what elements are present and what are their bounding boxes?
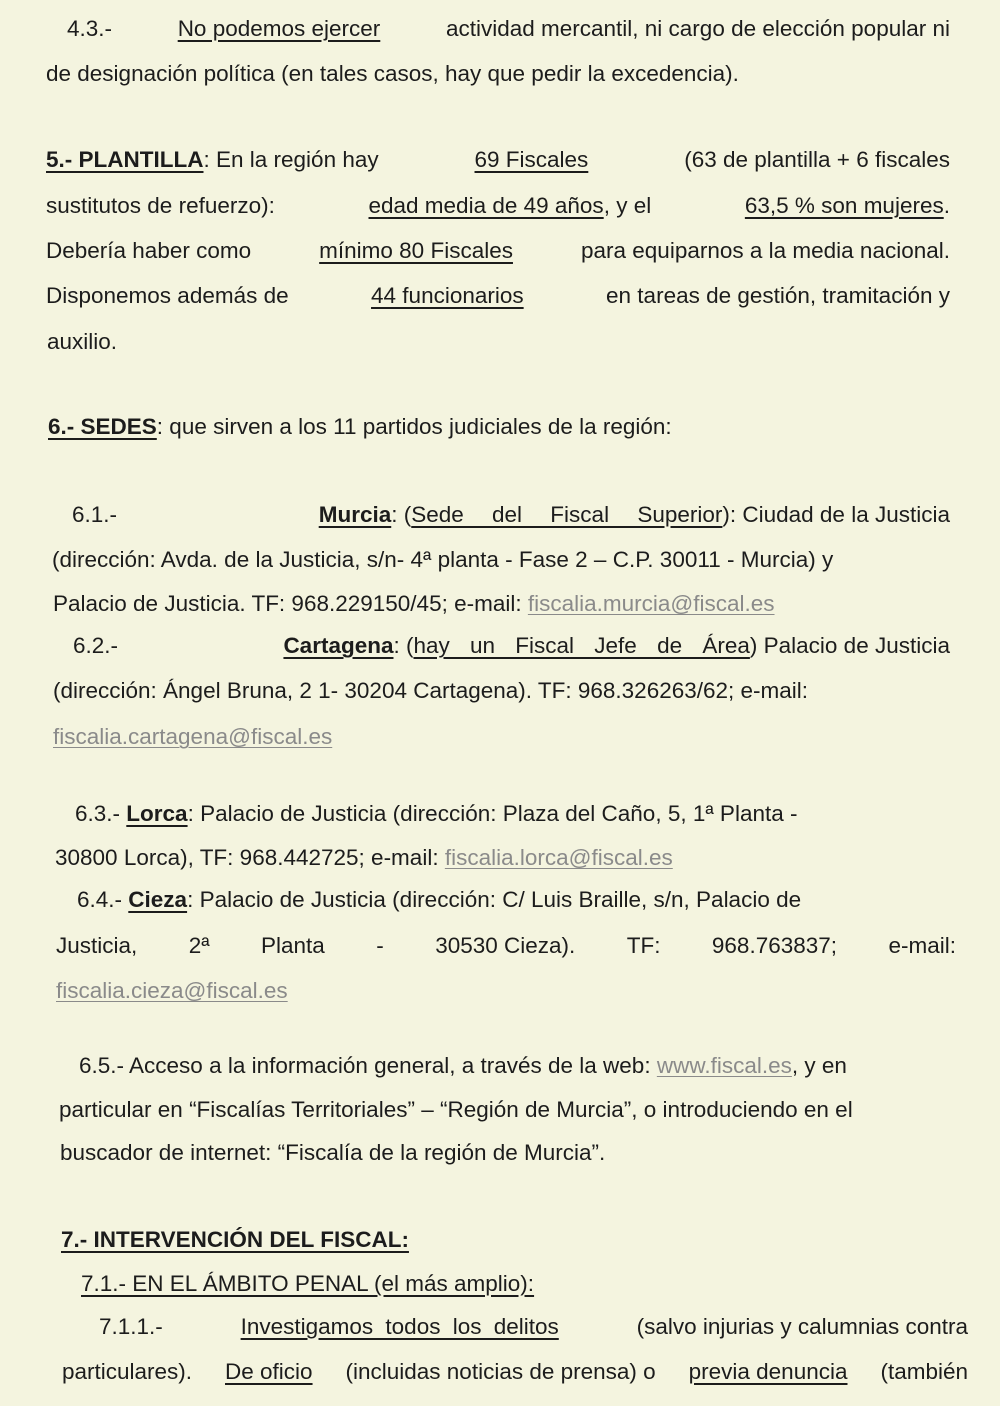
underlined-phrase: Sede del Fiscal Superior bbox=[411, 502, 723, 527]
underlined-phrase: Investigamos todos los delitos bbox=[240, 1314, 559, 1339]
underlined-phrase: hay un Fiscal Jefe de Área bbox=[413, 633, 750, 658]
section-6-heading-line bbox=[0, 412, 1000, 442]
text-line: de designación política (en tales casos, hay que pedir la excedencia). bbox=[46, 61, 739, 86]
section-7-1-heading-line bbox=[0, 1269, 1000, 1299]
text-segment: : Palacio de Justicia (dirección: Plaza del Caño, 5, 1ª Planta - bbox=[187, 801, 798, 826]
section-6-1-line-3 bbox=[0, 589, 1000, 619]
text-segment: Planta bbox=[261, 933, 325, 958]
section-5-line-1 bbox=[0, 145, 1000, 175]
section-7-1-1-line-2 bbox=[0, 1357, 1000, 1387]
section-number: 6.4.- bbox=[77, 887, 123, 912]
text-segment: : Palacio de Justicia (dirección: C/ Luis Braille, s/n, Palacio de bbox=[187, 887, 802, 912]
text-segment: (incluidas noticias de prensa) o bbox=[345, 1359, 656, 1384]
city-name-cieza: Cieza bbox=[128, 887, 188, 912]
text-segment: - bbox=[376, 933, 384, 958]
underlined-phrase: 69 Fiscales bbox=[474, 147, 589, 172]
section-6-3-line-2 bbox=[0, 843, 1000, 873]
text-segment: Disponemos además de bbox=[46, 283, 289, 308]
email-link-cartagena[interactable]: fiscalia.cartagena@fiscal.es bbox=[53, 724, 333, 749]
section-6-5-line-1 bbox=[0, 1051, 1000, 1081]
text-line: buscador de internet: “Fiscalía de la región de Murcia”. bbox=[60, 1140, 606, 1165]
text-segment: , y en bbox=[791, 1053, 847, 1078]
underlined-phrase: 44 funcionarios bbox=[371, 283, 524, 308]
text-line: (dirección: Avda. de la Justicia, s/n- 4ª planta - Fase 2 – C.P. 30011 - Murcia) y bbox=[52, 547, 834, 572]
underlined-phrase: De oficio bbox=[225, 1359, 313, 1384]
section-5-line-2 bbox=[0, 191, 1000, 221]
text-segment: Palacio de Justicia. TF: 968.229150/45; e-mail: bbox=[53, 591, 522, 616]
underlined-phrase: No podemos ejercer bbox=[177, 16, 381, 41]
text-segment: en tareas de gestión, tramitación y bbox=[606, 283, 950, 308]
text-segment: e-mail: bbox=[888, 933, 956, 958]
text-segment: para equiparnos a la media nacional. bbox=[581, 238, 950, 263]
text-segment: sustitutos de refuerzo): bbox=[46, 193, 275, 218]
section-6-3-line-1 bbox=[0, 799, 1000, 829]
section-6-2-line-3 bbox=[0, 722, 1000, 752]
email-link-cieza[interactable]: fiscalia.cieza@fiscal.es bbox=[56, 978, 288, 1003]
text-segment: : ( bbox=[393, 633, 414, 658]
section-4-3-line-1 bbox=[0, 14, 1000, 44]
text-segment: : ( bbox=[391, 502, 412, 527]
text-segment: 6.5.- Acceso a la información general, a través de la web: bbox=[79, 1053, 651, 1078]
text-segment: : En la región hay bbox=[203, 147, 379, 172]
text-segment: ): Ciudad de la Justicia bbox=[722, 502, 950, 527]
underlined-phrase: 63,5 % son mujeres bbox=[744, 193, 944, 218]
underlined-phrase: mínimo 80 Fiscales bbox=[319, 238, 513, 263]
section-7-1-1-line-1 bbox=[0, 1312, 1000, 1342]
text-segment: 968.763837; bbox=[711, 933, 838, 958]
subsection-heading-ambito-penal: 7.1.- EN EL ÁMBITO PENAL (el más amplio): bbox=[81, 1271, 535, 1296]
text-segment: TF: bbox=[626, 933, 661, 958]
section-heading-intervencion: 7.- INTERVENCIÓN DEL FISCAL: bbox=[61, 1227, 409, 1252]
text-segment: (también bbox=[880, 1359, 968, 1384]
text-segment: (63 de plantilla + 6 fiscales bbox=[684, 147, 950, 172]
city-name-cartagena: Cartagena bbox=[283, 633, 394, 658]
section-number: 6.3.- bbox=[75, 801, 121, 826]
text-line: particular en “Fiscalías Territoriales” – “Región de Murcia”, o introduciendo en el bbox=[59, 1097, 853, 1122]
section-number: 6.2.- bbox=[73, 633, 119, 658]
section-5-line-3 bbox=[0, 236, 1000, 266]
text-line: auxilio. bbox=[47, 329, 118, 354]
section-number: 7.1.1.- bbox=[99, 1314, 163, 1339]
section-4-3-line-2 bbox=[0, 59, 1000, 89]
underlined-phrase: edad media de 49 años bbox=[368, 193, 604, 218]
city-name-lorca: Lorca bbox=[126, 801, 188, 826]
section-5-line-4 bbox=[0, 281, 1000, 311]
text-segment: : que sirven a los 11 partidos judiciales de la región: bbox=[156, 414, 672, 439]
text-segment: 2ª bbox=[188, 933, 210, 958]
text-segment: Justicia, bbox=[56, 933, 138, 958]
section-6-4-line-3 bbox=[0, 976, 1000, 1006]
text-segment: particulares). bbox=[62, 1359, 193, 1384]
section-6-1-line-1 bbox=[0, 500, 1000, 530]
text-segment: actividad mercantil, ni cargo de elección popular ni bbox=[445, 16, 950, 41]
section-number: 4.3.- bbox=[67, 16, 113, 41]
text-segment: ) Palacio de Justicia bbox=[749, 633, 950, 658]
section-6-2-line-2 bbox=[0, 676, 1000, 706]
email-link-lorca[interactable]: fiscalia.lorca@fiscal.es bbox=[444, 845, 673, 870]
text-line: (dirección: Ángel Bruna, 2 1- 30204 Cartagena). TF: 968.326263/62; e-mail: bbox=[53, 678, 809, 703]
text-segment: 30800 Lorca), TF: 968.442725; e-mail: bbox=[55, 845, 439, 870]
section-heading-plantilla: 5.- PLANTILLA bbox=[46, 147, 204, 172]
city-name-murcia: Murcia bbox=[318, 502, 392, 527]
text-segment: 30530 Cieza). bbox=[435, 933, 576, 958]
section-6-1-line-2 bbox=[0, 545, 1000, 575]
section-7-heading-line bbox=[0, 1225, 1000, 1255]
section-heading-sedes: 6.- SEDES bbox=[48, 414, 157, 439]
text-segment: (salvo injurias y calumnias contra bbox=[636, 1314, 968, 1339]
section-6-4-line-1 bbox=[0, 885, 1000, 915]
section-number: 6.1.- bbox=[72, 502, 118, 527]
text-segment: , y el bbox=[603, 193, 652, 218]
section-5-line-5 bbox=[0, 327, 1000, 357]
text-segment: . bbox=[943, 193, 950, 218]
website-link[interactable]: www.fiscal.es bbox=[656, 1053, 792, 1078]
section-6-4-line-2 bbox=[0, 931, 1000, 961]
section-6-5-line-3 bbox=[0, 1138, 1000, 1168]
section-6-2-line-1 bbox=[0, 631, 1000, 661]
text-segment: Debería haber como bbox=[46, 238, 252, 263]
section-6-5-line-2 bbox=[0, 1095, 1000, 1125]
underlined-phrase: previa denuncia bbox=[688, 1359, 848, 1384]
email-link-murcia[interactable]: fiscalia.murcia@fiscal.es bbox=[527, 591, 775, 616]
